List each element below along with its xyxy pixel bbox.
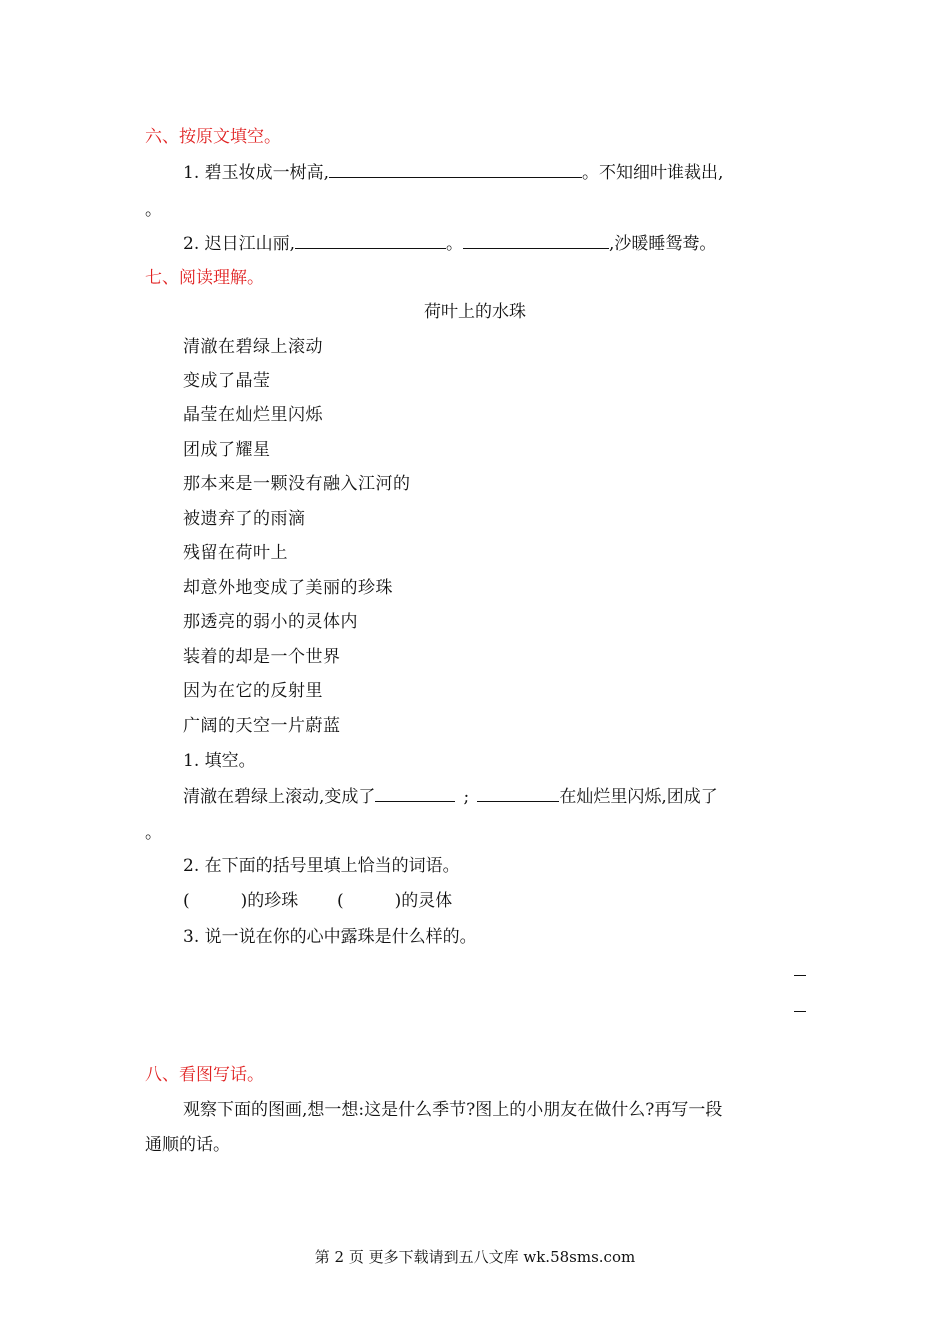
sec6-q1 <box>183 161 723 184</box>
poem-line: 广阔的天空一片蔚蓝 <box>183 716 341 736</box>
poem-line: 被遗弃了的雨滴 <box>183 509 306 529</box>
sec8-prompt-line-2: 通顺的话。 <box>145 1135 230 1155</box>
poem-line: 那本来是一颗没有融入江河的 <box>183 474 411 494</box>
sec7-q1-separator: ; <box>463 787 470 807</box>
sec7-q1-text-2: 在灿烂里闪烁,团成了 <box>559 787 718 807</box>
poem-line: 变成了晶莹 <box>183 371 271 391</box>
sec7-q1-blank-1[interactable] <box>375 785 455 802</box>
sec6-q2-blank-1[interactable] <box>295 232 446 249</box>
sec7-q1-title: 1. 填空。 <box>183 751 256 771</box>
sec6-q1-blank-1[interactable] <box>329 161 582 178</box>
sec6-q2-text-2: 。 <box>446 234 464 254</box>
answer-line[interactable] <box>794 975 806 976</box>
poem-line: 装着的却是一个世界 <box>183 647 341 667</box>
sec7-q3-title: 3. 说一说在你的心中露珠是什么样的。 <box>183 927 477 947</box>
poem-line: 晶莹在灿烂里闪烁 <box>183 405 323 425</box>
section-6-heading: 六、按原文填空。 <box>145 127 281 147</box>
poem-line: 那透亮的弱小的灵体内 <box>183 612 358 632</box>
page-footer: 第 2 页 更多下载请到五八文库 wk.58sms.com <box>314 1248 636 1266</box>
sec7-q2-title: 2. 在下面的括号里填上恰当的词语。 <box>183 856 460 876</box>
sec6-q2-text-1: 2. 迟日江山丽, <box>183 234 296 254</box>
sec8-prompt-line-1: 观察下面的图画,想一想:这是什么季节?图上的小朋友在做什么?再写一段 <box>183 1100 723 1120</box>
poem-line: 因为在它的反射里 <box>183 681 323 701</box>
poem-line: 清澈在碧绿上滚动 <box>183 337 323 357</box>
sec6-q1-text-1: 1. 碧玉妆成一树高, <box>183 163 330 183</box>
poem-title: 荷叶上的水珠 <box>424 302 526 322</box>
sec7-q2-item-2[interactable]: ( )的灵体 <box>337 891 453 911</box>
poem-line: 却意外地变成了美丽的珍珠 <box>183 578 393 598</box>
sec7-q1-text-1: 清澈在碧绿上滚动,变成了 <box>183 787 376 807</box>
section-8-heading: 八、看图写话。 <box>145 1065 264 1085</box>
sec7-q1-blank-2[interactable] <box>477 785 559 802</box>
sec6-q1-continuation: 。 <box>145 200 162 220</box>
sec6-q2 <box>183 232 716 255</box>
sec6-q2-blank-2[interactable] <box>463 232 609 249</box>
answer-line[interactable] <box>794 1011 806 1012</box>
sec6-q2-text-3: ,沙暖睡鸳鸯。 <box>609 234 717 254</box>
poem-line: 残留在荷叶上 <box>183 543 288 563</box>
sec6-q1-text-2: 。不知细叶谁裁出, <box>582 163 724 183</box>
sec7-q1 <box>183 785 718 808</box>
section-7-heading: 七、阅读理解。 <box>145 268 264 288</box>
sec7-q2-item-1[interactable]: ( )的珍珠 <box>183 891 299 911</box>
sec7-q1-continuation: 。 <box>145 823 162 843</box>
poem-line: 团成了耀星 <box>183 440 271 460</box>
